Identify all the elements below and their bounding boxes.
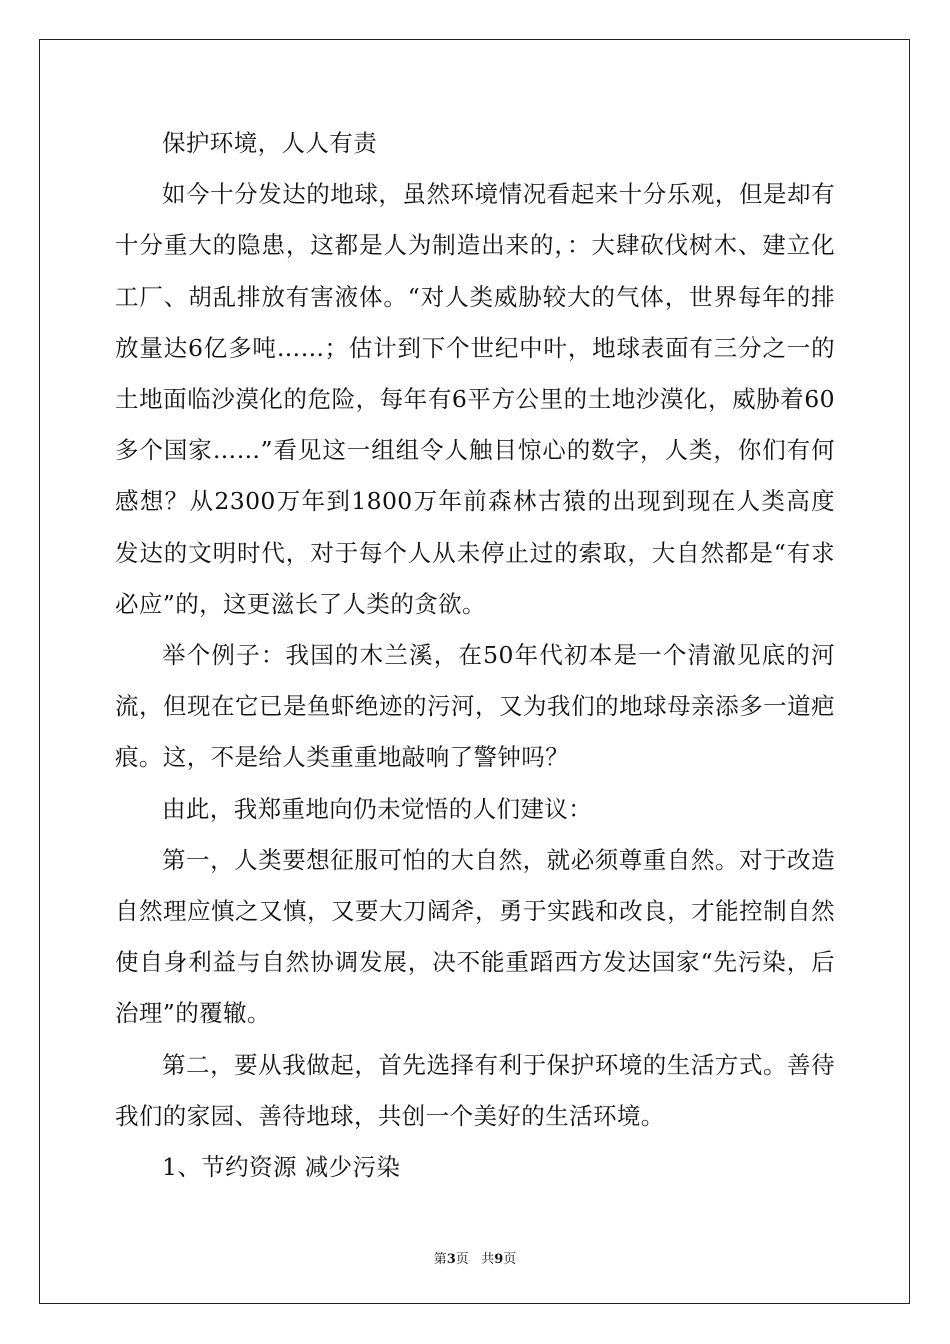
footer-page-suffix: 页	[455, 1252, 469, 1267]
paragraph-suggestion-lead: 由此，我郑重地向仍未觉悟的人们建议：	[162, 794, 593, 823]
footer-prefix: 第	[433, 1252, 447, 1267]
footer-total-prefix: 共	[481, 1252, 495, 1267]
page-footer	[0, 1248, 950, 1267]
paragraph-first-point: 第一，人类要想征服可怕的大自然，就必须尊重自然。对于改造自然理应慎之又慎，又要大刀阔斧，勇于实践和改良，才能控制自然使自身利益与自然协调发展，决不能重蹈西方发达国家“先污染，后治理”的覆辙。	[115, 845, 835, 1028]
document-title-line: 保护环境，人人有责	[162, 129, 378, 157]
document-body	[115, 118, 835, 1193]
paragraph-second-point: 第二，要从我做起，首先选择有利于保护环境的生活方式。善待我们的家园、善待地球，共创一个美好的生活环境。	[115, 1050, 835, 1130]
paragraph-intro: 如今十分发达的地球，虽然环境情况看起来十分乐观，但是却有十分重大的隐患，这都是人为制造出来的，：大肆砍伐树木、建立化工厂、胡乱排放有害液体。“对人类威胁较大的气体，世界每年的排放量达6亿多吨……；估计到下个世纪中叶，地球表面有三分之一的土地面临沙漠化的危险，每年有6平方公里的土地沙漠化，威胁着60多个国家……”看见这一组组令人触目惊心的数字，人类，你们有何感想？从2300万年到1800万年前森林古猿的出现到现在人类高度发达的文明时代，对于每个人从未停止过的索取，大自然都是“有求必应”的，这更滋长了人类的贪欲。	[115, 180, 835, 618]
footer-page-number: 3	[446, 1252, 456, 1267]
footer-total-suffix: 页	[503, 1252, 517, 1267]
footer-total-pages: 9	[494, 1252, 504, 1267]
list-item-heading: 1、节约资源 减少污染	[162, 1153, 401, 1182]
paragraph-example: 举个例子：我国的木兰溪，在50年代初本是一个清澈见底的河流，但现在它已是鱼虾绝迹的污河，又为我们的地球母亲添多一道疤痕。这，不是给人类重重地敲响了警钟吗？	[115, 641, 835, 772]
